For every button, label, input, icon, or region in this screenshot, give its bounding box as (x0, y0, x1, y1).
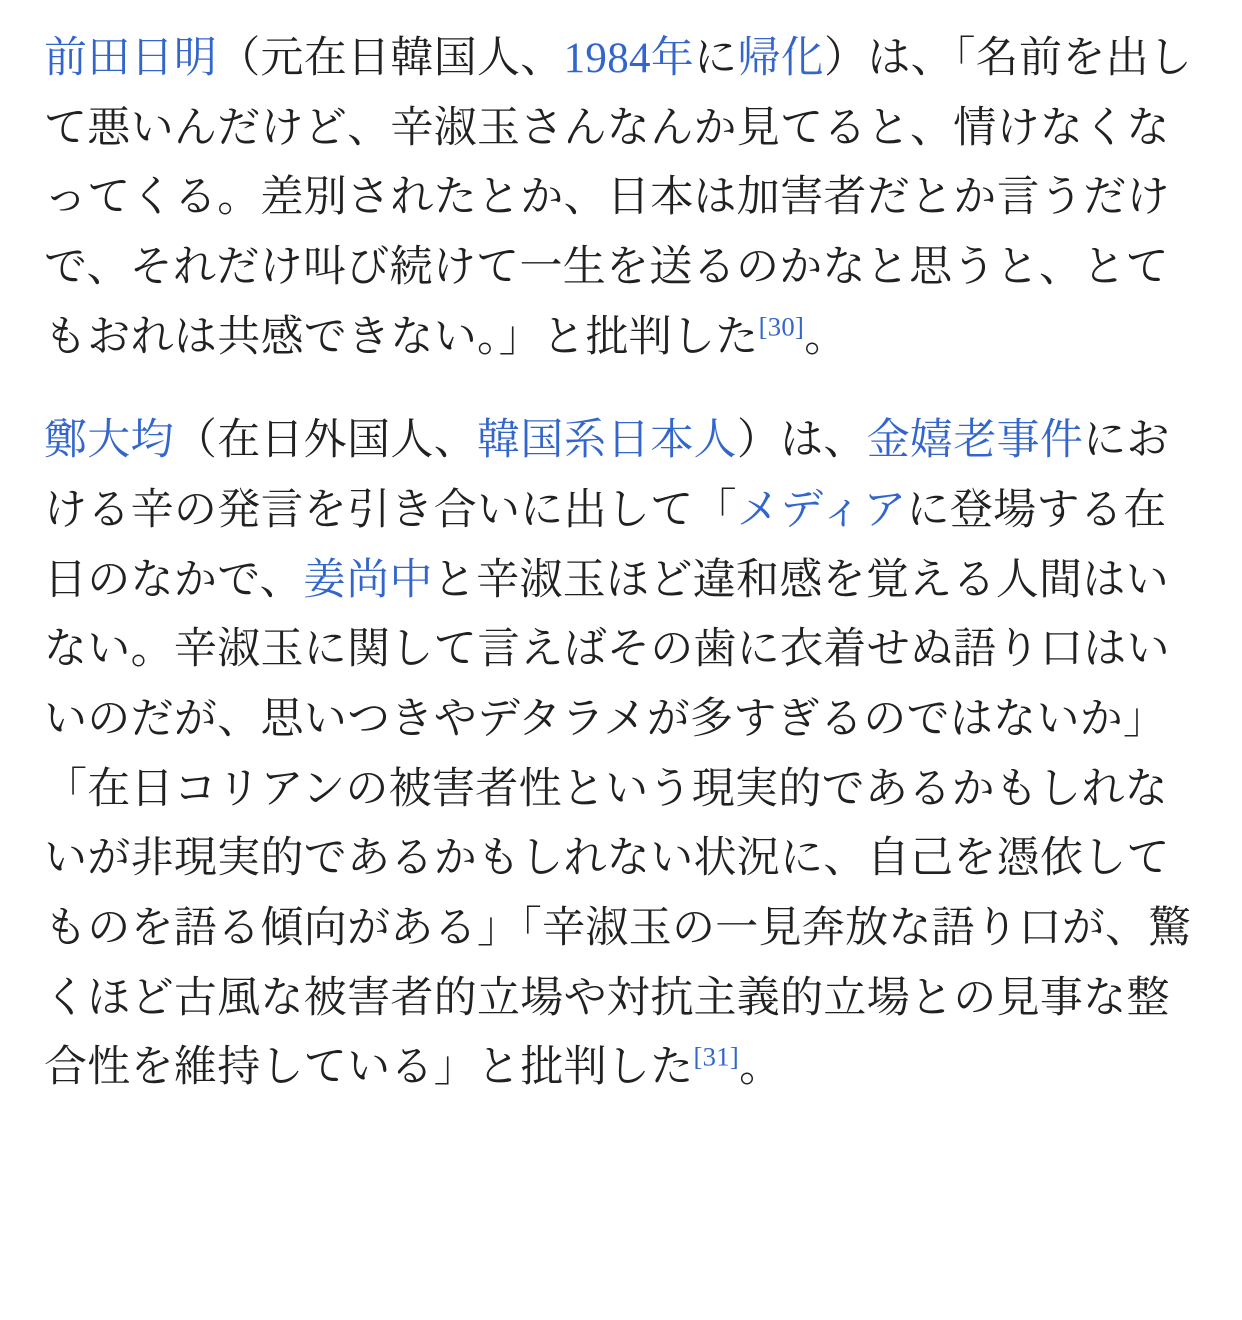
link-media[interactable]: メディア (736, 486, 907, 534)
paragraph-text: （元在日韓国人、 (217, 35, 564, 82)
paragraph-text: ）は、 (736, 417, 867, 465)
link-maeda-akira[interactable]: 前田日明 (44, 35, 218, 82)
reference-30[interactable] (759, 311, 805, 341)
link-1984[interactable]: 1984年 (563, 35, 695, 82)
paragraph-maeda (44, 24, 1198, 372)
paragraph-text: （在日外国人、 (173, 417, 478, 465)
reference-31[interactable] (694, 1042, 740, 1072)
link-korean-japanese[interactable]: 韓国系日本人 (477, 417, 737, 465)
paragraph-text: と辛淑玉ほど違和感を覚える人間はいない。辛淑玉に関して言えばその歯に衣着せぬ語り口はいいのだが、思いつきやデタラメが多すぎるのではないか」「在日コリアンの被害者性という現実的であるかもしれないが非現実的であるかもしれない状況に、自己を憑依してものを語る傾向がある」「辛淑玉の一見奔放な語り口が、驚くほど古風な被害者的立場や対抗主義的立場との見事な整合性を維持している」と批判した (44, 556, 1192, 1092)
reference-31-link[interactable]: [31] (693, 1041, 740, 1072)
link-kim-hiro-incident[interactable]: 金嬉老事件 (866, 417, 1084, 465)
paragraph-text: に登場する在日のなかで、 (44, 486, 1167, 604)
link-kang-sangjung[interactable]: 姜尚中 (302, 556, 433, 604)
link-kika[interactable]: 帰化 (737, 35, 825, 82)
link-tei-taikin[interactable]: 鄭大均 (44, 417, 174, 465)
paragraph-text: に (694, 35, 738, 82)
reference-30-link[interactable]: [30] (758, 311, 805, 342)
paragraph-text: における辛の発言を引き合いに出して「 (44, 417, 1170, 534)
paragraph-text: ）は、「名前を出して悪いんだけど、辛淑玉さんなんか見てると、情けなくなってくる。差別されたとか、日本は加害者だとか言うだけで、それだけ叫び続けて一生を送るのかなと思うと、とてもおれは共感できない。」と批判した (44, 35, 1193, 361)
paragraph-text: 。 (739, 1044, 783, 1092)
paragraph-tei-taikin (44, 406, 1198, 1103)
paragraph-text: 。 (804, 313, 848, 361)
